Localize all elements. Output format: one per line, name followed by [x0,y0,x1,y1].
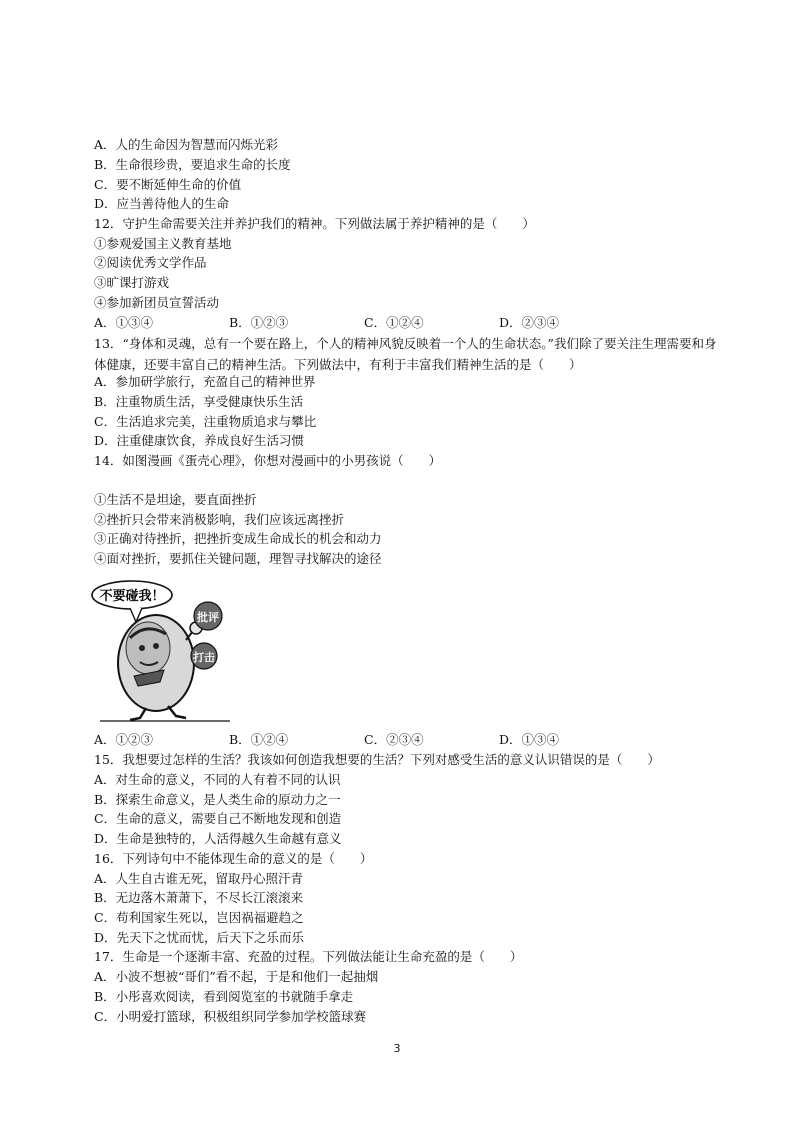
q14-choice-b: B．①②④ [229,732,289,747]
q14-item-4: ④面对挫折，要抓住关键问题，理智寻找解决的途径 [94,551,382,566]
q12-item-2: ②阅读优秀文学作品 [94,255,207,270]
q17-option-a: A．小波不想被“哥们”看不起，于是和他们一起抽烟 [94,969,379,984]
q16-option-b: B．无边落木萧萧下，不尽长江滚滚来 [94,890,304,905]
q12-choice-d: D．②③④ [499,315,560,330]
q16-stem: 16．下列诗句中不能体现生命的意义的是（ ） [94,851,373,866]
q15-option-b: B．探索生命意义，是人类生命的原动力之一 [94,792,341,807]
q12-choice-a: A．①③④ [94,315,154,330]
q12-stem: 12．守护生命需要关注并养护我们的精神。下列做法属于养护精神的是（ ） [94,216,535,231]
eggshell-cartoon [90,578,240,723]
q12-item-3: ③旷课打游戏 [94,275,170,290]
q12-choice-c: C．①②④ [364,315,424,330]
q11-option-c: C．要不断延伸生命的价值 [94,177,242,192]
q15-option-c: C．生命的意义，需要自己不断地发现和创造 [94,811,342,826]
q14-item-1: ①生活不是坦途，要直面挫折 [94,492,257,507]
q17-stem: 17．生命是一个逐渐丰富、充盈的过程。下列做法能让生命充盈的是（ ） [94,949,523,964]
q11-option-a: A．人的生命因为智慧而闪烁光彩 [94,137,279,152]
q17-option-c: C．小明爱打篮球，积极组织同学参加学校篮球赛 [94,1009,367,1024]
q13-option-c: C．生活追求完美，注重物质追求与攀比 [94,414,317,429]
q14-choice-d: D．①③④ [499,732,560,747]
q16-option-c: C．苟利国家生死以，岂因祸福避趋之 [94,910,304,925]
q14-stem: 14．如图漫画《蛋壳心理》，你想对漫画中的小男孩说（ ） [94,453,442,468]
q13-option-d: D．注重健康饮食，养成良好生活习惯 [94,433,305,448]
attack-bubble-text: 打击 [193,651,215,664]
q11-option-d: D．应当善待他人的生命 [94,196,230,211]
criticism-bubble-text: 批评 [197,611,219,624]
q11-option-b: B．生命很珍贵，要追求生命的长度 [94,157,291,172]
q14-choice-a: A．①②③ [94,732,154,747]
q12-item-4: ④参加新团员宣誓活动 [94,295,220,310]
q14-choice-c: C．②③④ [364,732,424,747]
q16-option-a: A．人生自古谁无死，留取丹心照汗青 [94,871,304,886]
q12-item-1: ①参观爱国主义教育基地 [94,236,232,251]
q13-option-b: B．注重物质生活，享受健康快乐生活 [94,394,304,409]
q12-choice-b: B．①②③ [229,315,289,330]
q16-option-d: D．先天下之忧而忧，后天下之乐而乐 [94,930,305,945]
q14-item-3: ③正确对待挫折，把挫折变成生命成长的机会和动力 [94,531,382,546]
q17-option-b: B．小彤喜欢阅读，看到阅览室的书就随手拿走 [94,989,354,1004]
q13-option-a: A．参加研学旅行，充盈自己的精神世界 [94,374,316,389]
page-number: 3 [393,1042,401,1055]
q15-option-a: A．对生命的意义，不同的人有着不同的认识 [94,772,341,787]
speech-text: 不要碰我！ [99,589,165,604]
q15-option-d: D．生命是独特的，人活得越久生命越有意义 [94,831,342,846]
q14-item-2: ②挫折只会带来消极影响，我们应该远离挫折 [94,512,345,527]
q15-stem: 15．我想要过怎样的生活？我该如何创造我想要的生活？下列对感受生活的意义认识错误的是（ ） [94,752,660,767]
q13-stem: 13．“身体和灵魂，总有一个要在路上，个人的精神风貌反映着一个人的生命状态。”我们除了要关注生理需要和身体健康，还要丰富自己的精神生活。下列做法中，有利于丰富我们精神生活的是（ ） [94,336,717,372]
